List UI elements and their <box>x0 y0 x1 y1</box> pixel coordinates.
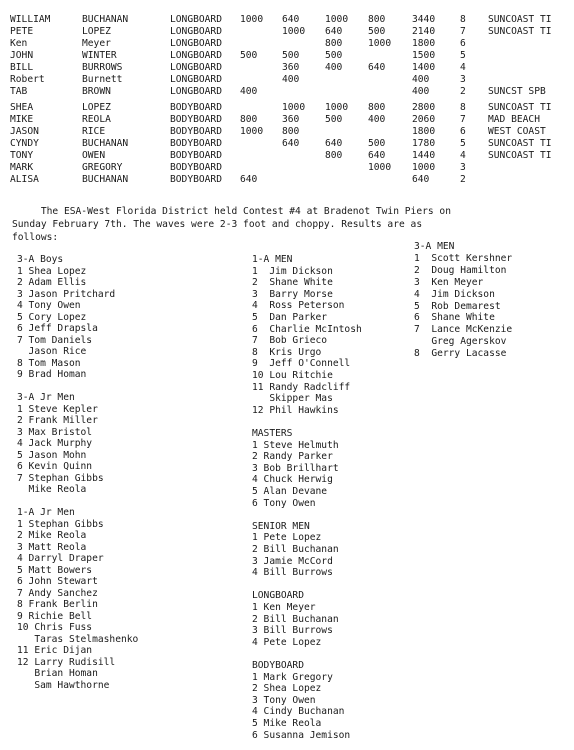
total-points-cell: 400 <box>412 86 430 97</box>
last-name-cell: BUCHANAN <box>82 138 129 149</box>
first-name-cell: WILLIAM <box>10 14 51 25</box>
result-entry: 7 Stephan Gibbs <box>17 472 104 484</box>
contest-4-cell: 800 <box>368 102 386 113</box>
intro-line: The ESA-West Florida District held Contest #4 at Bradenot Twin Piers on <box>12 206 451 217</box>
first-name-cell: TAB <box>10 86 28 97</box>
division-heading: SENIOR MEN <box>252 520 310 532</box>
first-name-cell: BILL <box>10 62 34 73</box>
result-entry: 6 Kevin Quinn <box>17 461 93 472</box>
result-entry: 6 Susanna Jemison <box>252 729 351 741</box>
division-cell: BODYBOARD <box>170 150 222 161</box>
total-points-cell: 1800 <box>412 38 436 49</box>
last-name-cell: BUCHANAN <box>82 174 129 185</box>
division-cell: BODYBOARD <box>170 126 222 137</box>
total-points-cell: 1800 <box>412 126 436 137</box>
result-entry: 10 Lou Ritchie <box>252 370 333 381</box>
result-entry: 10 Chris Fuss <box>17 622 93 633</box>
first-name-cell: SHEA <box>10 102 34 113</box>
contest-4-cell: 500 <box>368 26 386 37</box>
contest-3-cell: 400 <box>325 62 343 73</box>
result-entry: 2 Bill Buchanan <box>252 613 339 625</box>
result-entry: 6 Jeff Drapsla <box>17 323 98 334</box>
place-points-cell: 8 <box>460 102 466 113</box>
result-entry: 12 Larry Rudisill <box>17 656 116 668</box>
division-cell: BODYBOARD <box>170 102 222 113</box>
result-entry: 8 Tom Mason <box>17 357 81 369</box>
result-entry: 9 Brad Homan <box>17 369 87 380</box>
result-entry: 4 Darryl Draper <box>17 553 104 564</box>
division-heading: MASTERS <box>252 428 293 439</box>
result-entry: 11 Randy Radcliff <box>252 381 351 393</box>
division-cell: BODYBOARD <box>170 174 222 185</box>
total-points-cell: 1400 <box>412 62 436 73</box>
result-entry: Brian Homan <box>17 668 98 679</box>
result-entry: 3 Jason Pritchard <box>17 288 116 300</box>
contest-4-cell: 640 <box>368 150 386 161</box>
first-name-cell: ALISA <box>10 174 39 185</box>
result-entry: 9 Jeff O'Connell <box>252 358 351 370</box>
contest-3-cell: 640 <box>325 138 343 149</box>
result-entry: 4 Ross Peterson <box>252 300 345 312</box>
last-name-cell: BUCHANAN <box>82 14 129 25</box>
first-name-cell: MIKE <box>10 114 34 125</box>
place-points-cell: 3 <box>460 74 466 85</box>
contest-2-cell: 1000 <box>282 26 306 37</box>
contest-2-cell: 640 <box>282 138 300 149</box>
result-entry: 4 Chuck Herwig <box>252 474 333 486</box>
result-entry: 6 Shane White <box>414 312 495 324</box>
result-entry: 5 Matt Bowers <box>17 564 93 576</box>
last-name-cell: BROWN <box>82 86 111 97</box>
last-name-cell: LOPEZ <box>82 102 111 113</box>
place-points-cell: 2 <box>460 86 466 97</box>
result-entry: Taras Stelmashenko <box>17 633 139 645</box>
result-entry: 3 Matt Reola <box>17 541 87 553</box>
result-entry: 5 Rob Demarest <box>414 300 501 312</box>
result-entry: 5 Dan Parker <box>252 312 328 323</box>
contest-3-cell: 1000 <box>325 14 349 25</box>
first-name-cell: JASON <box>10 126 39 137</box>
division-cell: BODYBOARD <box>170 114 222 125</box>
result-entry: 2 Doug Hamilton <box>414 264 507 276</box>
place-points-cell: 4 <box>460 62 466 73</box>
result-entry: 3 Bob Brillhart <box>252 462 339 474</box>
club-cell: WEST COAST <box>488 126 546 137</box>
division-cell: BODYBOARD <box>170 162 222 173</box>
result-entry: 8 Kris Urgo <box>252 346 322 358</box>
contest-4-cell: 1000 <box>368 162 392 173</box>
last-name-cell: BURROWS <box>82 62 123 73</box>
result-entry: 7 Tom Daniels <box>17 334 93 346</box>
result-entry: 6 John Stewart <box>17 576 98 587</box>
result-entry: Skipper Mas <box>252 393 333 405</box>
contest-2-cell: 500 <box>282 50 300 61</box>
total-points-cell: 640 <box>412 174 430 185</box>
result-entry: 1 Jim Dickson <box>252 265 333 277</box>
last-name-cell: GREGORY <box>82 162 123 173</box>
intro-line: Sunday February 7th. The waves were 2-3 foot and choppy. Results are as <box>12 219 423 230</box>
last-name-cell: Meyer <box>82 38 111 49</box>
place-points-cell: 3 <box>460 162 466 173</box>
total-points-cell: 1000 <box>412 162 436 173</box>
result-entry: 4 Cindy Buchanan <box>252 706 345 718</box>
first-name-cell: PETE <box>10 26 34 37</box>
result-entry: 4 Bill Burrows <box>252 567 333 579</box>
result-entry: 5 Alan Devane <box>252 486 328 497</box>
result-entry: 2 Frank Miller <box>17 415 98 426</box>
result-entry: Sam Hawthorne <box>17 679 110 691</box>
result-entry: 12 Phil Hawkins <box>252 404 339 416</box>
contest-intro <box>12 205 567 244</box>
contest-2-cell: 400 <box>282 74 300 85</box>
result-entry: 3-A Boys <box>17 254 64 265</box>
contest-3-cell: 500 <box>325 114 343 125</box>
first-name-cell: Robert <box>10 74 45 85</box>
result-entry: 1 Pete Lopez <box>252 532 322 544</box>
result-entry: 3 Ken Meyer <box>414 276 484 288</box>
club-cell: SUNCOAST TI <box>488 26 552 37</box>
first-name-cell: CYNDY <box>10 138 39 149</box>
result-entry: Mike Reola <box>17 484 87 495</box>
last-name-cell: Burnett <box>82 74 123 85</box>
division-cell: LONGBOARD <box>170 50 222 61</box>
result-entry: 1-A MEN <box>252 254 293 265</box>
result-entry: 8 Gerry Lacasse <box>414 348 507 360</box>
first-name-cell: Ken <box>10 38 28 49</box>
division-cell: LONGBOARD <box>170 26 222 37</box>
division-cell: LONGBOARD <box>170 14 222 25</box>
division-cell: LONGBOARD <box>170 38 222 49</box>
result-entry: 6 Tony Owen <box>252 497 316 509</box>
total-points-cell: 2140 <box>412 26 436 37</box>
contest-3-cell: 500 <box>325 50 343 61</box>
result-entry: 1 Steve Helmuth <box>252 439 339 451</box>
result-entry: 7 Andy Sanchez <box>17 587 98 599</box>
result-entry: 5 Mike Reola <box>252 718 322 729</box>
result-entry: 2 Shane White <box>252 277 333 289</box>
contest-3-cell: 640 <box>325 26 343 37</box>
contest-2-cell: 1000 <box>282 102 306 113</box>
total-points-cell: 3440 <box>412 14 436 25</box>
contest-1-cell: 640 <box>240 174 258 185</box>
club-cell: MAD BEACH <box>488 114 540 125</box>
club-cell: SUNCOAST TI <box>488 102 552 113</box>
place-points-cell: 5 <box>460 50 466 61</box>
place-points-cell: 6 <box>460 38 466 49</box>
result-entry: 5 Jason Mohn <box>17 449 87 461</box>
last-name-cell: OWEN <box>82 150 106 161</box>
result-entry: 3 Tony Owen <box>252 694 316 706</box>
result-entry: 3-A MEN <box>414 241 455 252</box>
place-points-cell: 8 <box>460 14 466 25</box>
contest-4-cell: 500 <box>368 138 386 149</box>
division-cell: LONGBOARD <box>170 74 222 85</box>
result-entry: 4 Jack Murphy <box>17 438 93 449</box>
place-points-cell: 6 <box>460 126 466 137</box>
club-cell: SUNCOAST TI <box>488 150 552 161</box>
contest-2-cell: 640 <box>282 14 300 25</box>
contest-2-cell: 360 <box>282 62 300 73</box>
place-points-cell: 4 <box>460 150 466 161</box>
result-entry: 1 Shea Lopez <box>17 265 87 277</box>
last-name-cell: LOPEZ <box>82 26 111 37</box>
contest-2-cell: 800 <box>282 126 300 137</box>
result-entry: 3-A Jr Men <box>17 392 75 403</box>
result-entry: 4 Tony Owen <box>17 300 81 311</box>
place-points-cell: 7 <box>460 114 466 125</box>
result-entry: 7 Bob Grieco <box>252 335 328 347</box>
result-entry: 3 Bill Burrows <box>252 625 333 637</box>
contest-1-cell: 1000 <box>240 126 264 137</box>
total-points-cell: 1780 <box>412 138 436 149</box>
contest-1-cell: 1000 <box>240 14 264 25</box>
result-entry: 2 Shea Lopez <box>252 683 322 695</box>
contest-2-cell: 360 <box>282 114 300 125</box>
contest-1-cell: 800 <box>240 114 258 125</box>
result-entry: 7 Lance McKenzie <box>414 324 513 336</box>
division-heading: LONGBOARD <box>252 590 304 602</box>
contest-1-cell: 500 <box>240 50 258 61</box>
division-cell: LONGBOARD <box>170 62 222 73</box>
result-entry: 2 Adam Ellis <box>17 277 87 288</box>
result-entry: 1 Stephan Gibbs <box>17 518 104 530</box>
total-points-cell: 400 <box>412 74 430 85</box>
intro-line: follows: <box>12 232 59 243</box>
club-cell: SUNCOAST TI <box>488 138 552 149</box>
result-entry: 1 Steve Kepler <box>17 403 98 415</box>
division-cell: BODYBOARD <box>170 138 222 149</box>
total-points-cell: 1500 <box>412 50 436 61</box>
result-entry: 1-A Jr Men <box>17 507 75 518</box>
contest-1-cell: 400 <box>240 86 258 97</box>
result-entry: 2 Randy Parker <box>252 451 333 463</box>
result-entry: 8 Frank Berlin <box>17 599 98 610</box>
result-entry: 9 Richie Bell <box>17 610 93 622</box>
first-name-cell: JOHN <box>10 50 34 61</box>
place-points-cell: 2 <box>460 174 466 185</box>
total-points-cell: 2800 <box>412 102 436 113</box>
result-entry: 5 Cory Lopez <box>17 311 87 323</box>
club-cell: SUNCOAST TI <box>488 14 552 25</box>
result-entry: 4 Pete Lopez <box>252 636 322 648</box>
result-entry: Greg Agerskov <box>414 336 507 348</box>
contest-4-cell: 1000 <box>368 38 392 49</box>
result-entry: 6 Charlie McIntosh <box>252 323 362 335</box>
result-entry: 11 Eric Dijan <box>17 645 93 656</box>
result-entry: 1 Mark Gregory <box>252 671 333 683</box>
total-points-cell: 2060 <box>412 114 436 125</box>
result-entry: 2 Mike Reola <box>17 530 87 541</box>
result-entry: 3 Barry Morse <box>252 288 333 300</box>
total-points-cell: 1440 <box>412 150 436 161</box>
contest-4-cell: 800 <box>368 14 386 25</box>
result-entry: 3 Jamie McCord <box>252 555 333 567</box>
place-points-cell: 7 <box>460 26 466 37</box>
table-row <box>0 87 574 99</box>
division-cell: LONGBOARD <box>170 86 222 97</box>
contest-3-cell: 800 <box>325 38 343 49</box>
result-entry: 2 Bill Buchanan <box>252 544 339 555</box>
contest-3-cell: 1000 <box>325 102 349 113</box>
first-name-cell: TONY <box>10 150 34 161</box>
result-entry: Jason Rice <box>17 346 87 357</box>
place-points-cell: 5 <box>460 138 466 149</box>
last-name-cell: RICE <box>82 126 106 137</box>
result-entry: 1 Scott Kershner <box>414 252 513 264</box>
club-cell: SUNCST SPB <box>488 86 546 97</box>
last-name-cell: REOLA <box>82 114 111 125</box>
result-entry: 3 Max Bristol <box>17 426 93 438</box>
contest-4-cell: 640 <box>368 62 386 73</box>
first-name-cell: MARK <box>10 162 34 173</box>
result-entry: 1 Ken Meyer <box>252 602 316 613</box>
division-heading: BODYBOARD <box>252 660 304 671</box>
contest-4-cell: 400 <box>368 114 386 125</box>
last-name-cell: WINTER <box>82 50 117 61</box>
result-entry: 4 Jim Dickson <box>414 288 495 300</box>
contest-3-cell: 800 <box>325 150 343 161</box>
table-row <box>0 175 574 187</box>
